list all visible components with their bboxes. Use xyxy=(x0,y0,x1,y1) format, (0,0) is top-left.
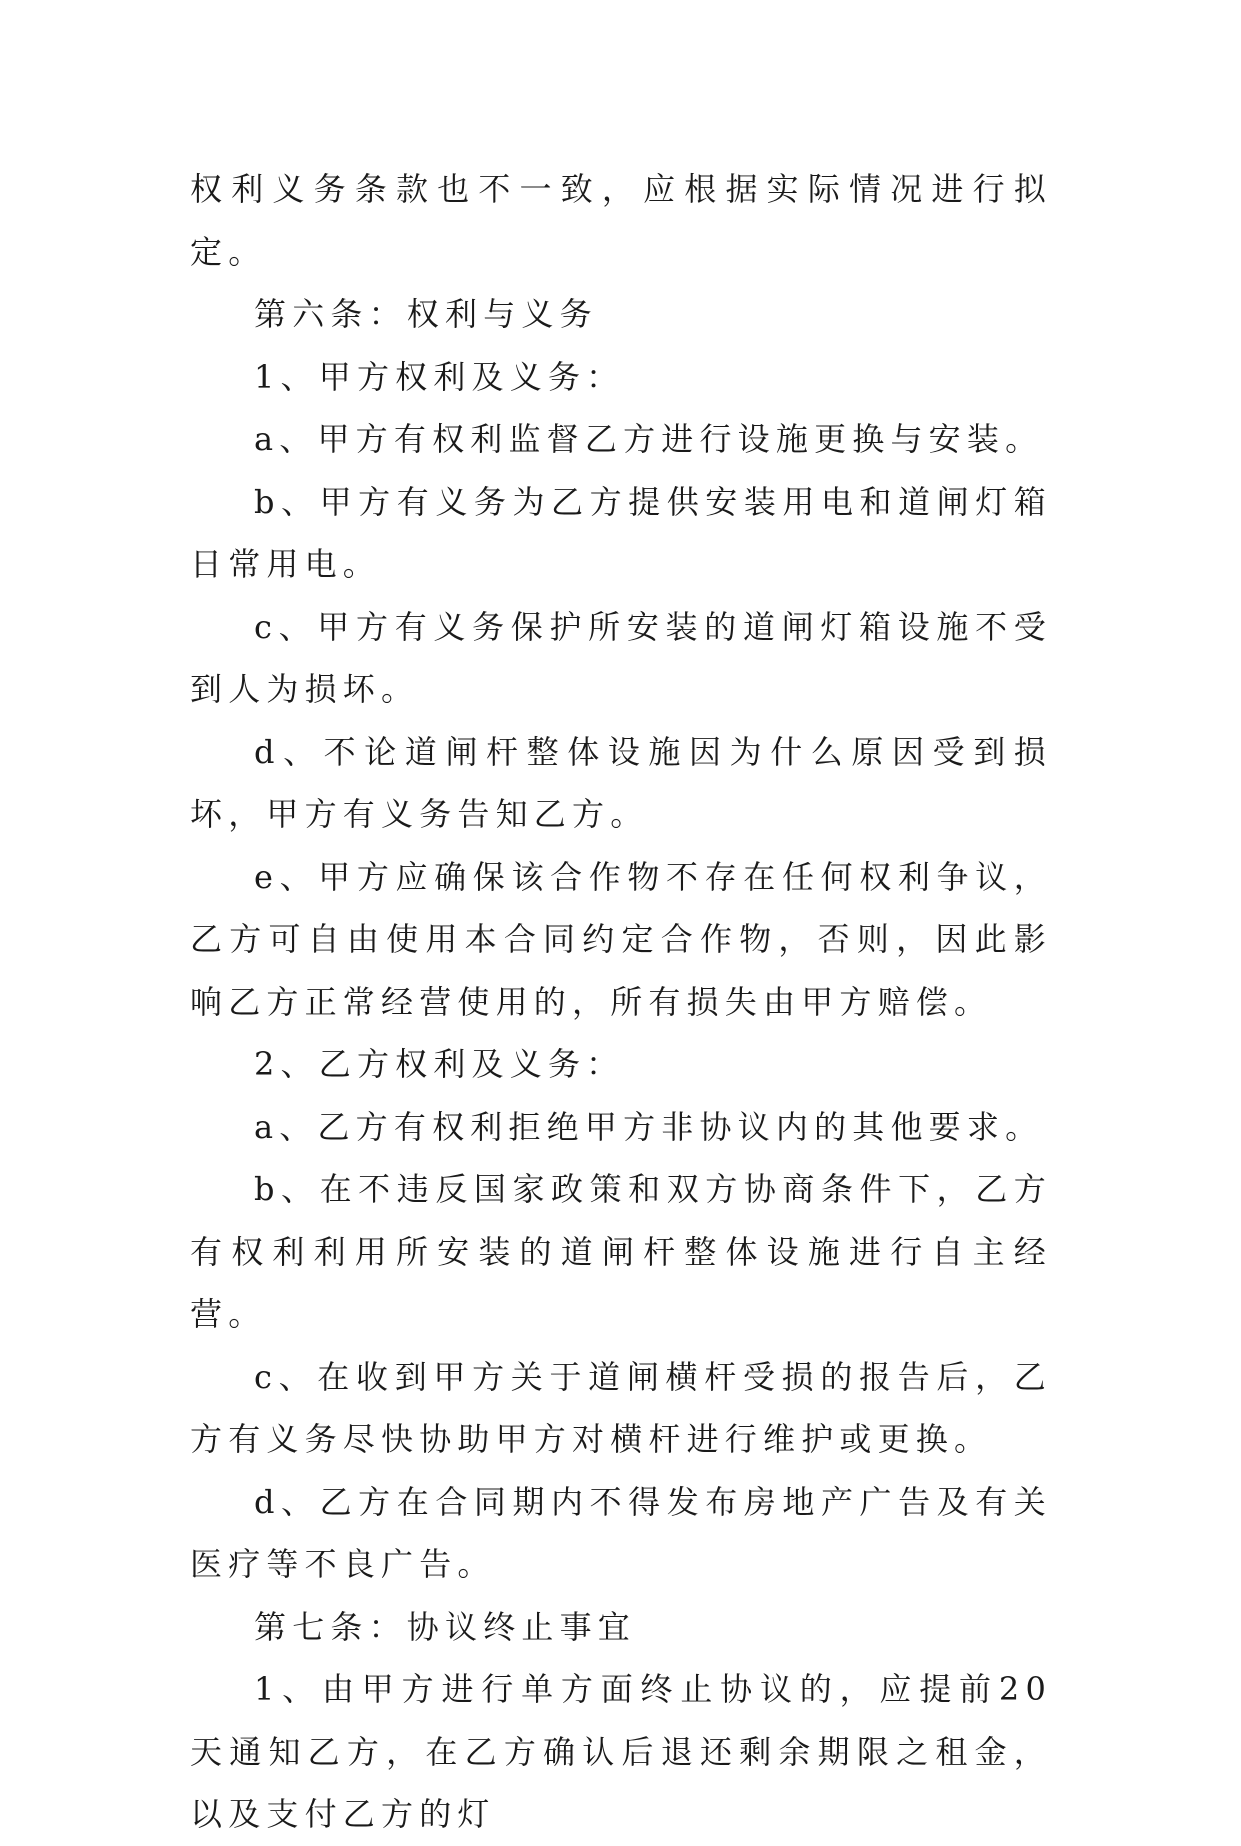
clause-party-b-b: b、在不违反国家政策和双方协商条件下，乙方有权利利用所安装的道闸杆整体设施进行自主经营。 xyxy=(190,1170,1052,1333)
clause-party-a-a: a、甲方有权利监督乙方进行设施更换与安装。 xyxy=(254,420,1044,458)
clause-party-a-d: d、不论道闸杆整体设施因为什么原因受到损坏，甲方有义务告知乙方。 xyxy=(190,732,1052,833)
section-heading-article-7: 第七条：协议终止事宜 xyxy=(254,1607,637,1646)
clause-party-b-c: c、在收到甲方关于道闸横杆受损的报告后，乙方有义务尽快协助甲方对横杆进行维护或更换。 xyxy=(190,1357,1052,1458)
subsection-party-a-rights: 1、甲方权利及义务： xyxy=(254,357,625,396)
clause-party-b-d: d、乙方在合同期内不得发布房地产广告及有关医疗等不良广告。 xyxy=(190,1482,1052,1583)
paragraph-1: 权利义务条款也不一致，应根据实际情况进行拟定。 xyxy=(190,170,1052,271)
document-body xyxy=(190,158,1052,1846)
subsection-party-b-rights: 2、乙方权利及义务： xyxy=(254,1045,625,1083)
clause-termination-1: 1、由甲方进行单方面终止协议的，应提前20天通知乙方，在乙方确认后退还剩余期限之租金，以及支付乙方的灯 xyxy=(190,1670,1052,1833)
section-heading-article-6: 第六条：权利与义务 xyxy=(254,295,598,333)
clause-party-a-c: c、甲方有义务保护所安装的道闸灯箱设施不受到人为损坏。 xyxy=(190,607,1052,708)
clause-party-a-b: b、甲方有义务为乙方提供安装用电和道闸灯箱日常用电。 xyxy=(190,482,1052,583)
clause-party-b-a: a、乙方有权利拒绝甲方非协议内的其他要求。 xyxy=(254,1107,1044,1146)
clause-party-a-e: e、甲方应确保该合作物不存在任何权利争议，乙方可自由使用本合同约定合作物，否则，因此影响乙方正常经营使用的，所有损失由甲方赔偿。 xyxy=(190,857,1052,1021)
